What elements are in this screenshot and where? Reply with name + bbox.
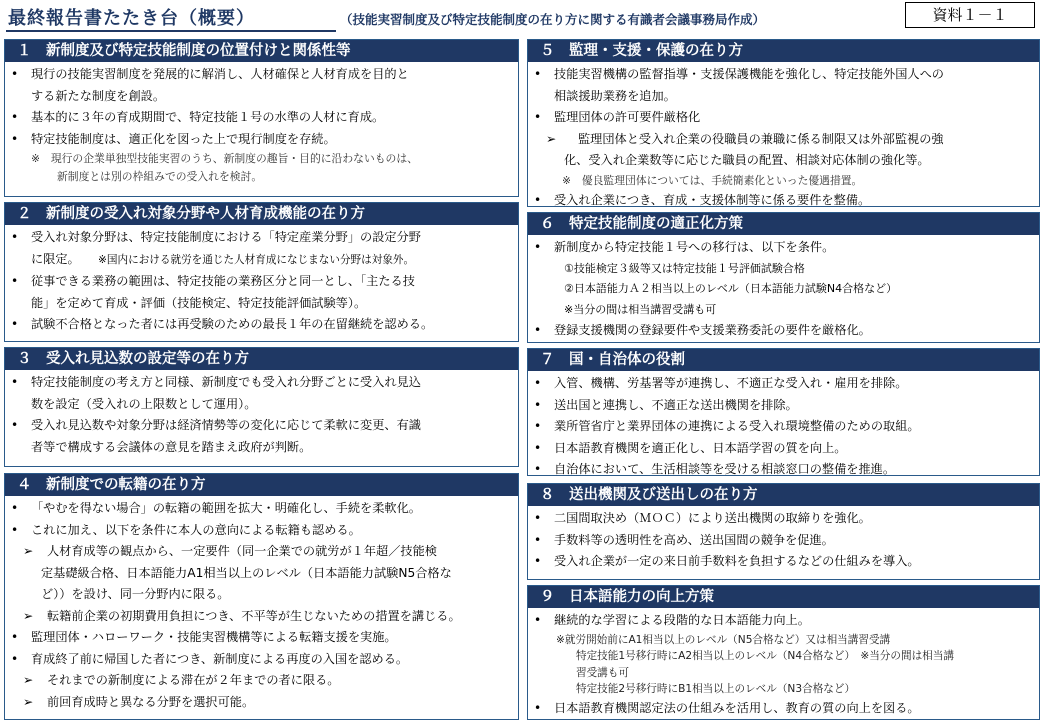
list-item: • 受入れ企業につき、育成・支援体制等に係る要件を整備。 bbox=[534, 192, 871, 207]
section-4-heading: ４ 新制度での転籍の在り方 bbox=[5, 474, 518, 496]
sub-item: ➢ 転籍前企業の初期費用負担につき、不平等が生じないための措置を講じる。 bbox=[23, 608, 461, 623]
list-item: • 日本語教育機関を適正化し、日本語学習の質を向上。 bbox=[534, 440, 847, 455]
section-7 bbox=[527, 348, 1040, 476]
section-9-heading: ９ 日本語能力の向上方策 bbox=[528, 586, 1039, 608]
list-item: • 受入れ対象分野は、特定技能制度における「特定産業分野」の設定分野 bbox=[11, 230, 421, 244]
sub-item-continued: 定基礎級合格、日本語能力A1相当以上のレベル（日本語能力試験N5合格な bbox=[41, 565, 452, 580]
section-2-heading: ２ 新制度の受入れ対象分野や人材育成機能の在り方 bbox=[5, 203, 518, 225]
list-item: • 現行の技能実習制度を発展的に解消し、人材確保と人材育成を目的と bbox=[11, 67, 409, 81]
list-item-continued: 数を設定（受入れの上限数として運用）。 bbox=[31, 396, 257, 411]
footnote: ※ 優良監理団体については、手続簡素化といった優遇措置。 bbox=[562, 173, 863, 187]
list-item-continued: 者等で構成する会議体の意見を踏まえ政府が判断。 bbox=[31, 439, 312, 454]
condition-note: ※当分の間は相当講習受講も可 bbox=[564, 302, 717, 316]
list-item: • 従事できる業務の範囲は、特定技能の業務区分と同一とし、「主たる技 bbox=[11, 274, 415, 288]
title-underline bbox=[6, 30, 336, 32]
section-6 bbox=[527, 212, 1040, 343]
list-item: • 「やむを得ない場合」の転籍の範囲を拡大・明確化し、手続を柔軟化。 bbox=[11, 501, 421, 515]
sub-item-continued: 化、受入れ企業数等に応じた職員の配置、相談対応体制の強化等。 bbox=[564, 153, 930, 167]
section-7-heading: ７ 国・自治体の役割 bbox=[528, 349, 1039, 371]
list-item: • 継続的な学習による段階的な日本語能力向上。 bbox=[534, 613, 810, 627]
list-item: • 業所管省庁と業界団体の連携による受入れ環境整備のための取組。 bbox=[534, 419, 920, 433]
section-8 bbox=[527, 483, 1040, 580]
sub-item: ➢ 監理団体と受入れ企業の役職員の兼職に係る制限又は外部監視の強 bbox=[546, 131, 944, 146]
list-item-continued: に限定。 ※国内における就労を通じた人材育成になじまない分野は対象外。 bbox=[31, 251, 415, 266]
list-item-continued: 能」を定めて育成・評価（技能検定、特定技能評価試験等）。 bbox=[31, 295, 367, 310]
footnote-continued: 習受講も可 bbox=[576, 666, 629, 679]
section-5 bbox=[527, 39, 1040, 207]
footnote: ※就労開始前にA1相当以上のレベル（N5合格など）又は相当講習受講 bbox=[556, 633, 891, 646]
footnote: ※ 現行の企業単独型技能実習のうち、新制度の趣旨・目的に沿わないものは、 bbox=[31, 152, 418, 165]
sub-item: ➢ 人材育成等の観点から、一定要件（同一企業での就労が１年超／技能検 bbox=[23, 544, 437, 558]
list-item: • 監理団体の許可要件厳格化 bbox=[534, 110, 701, 124]
section-1-heading: １ 新制度及び特定技能制度の位置付けと関係性等 bbox=[5, 40, 518, 62]
list-item-continued: 相談援助業務を追加。 bbox=[554, 88, 676, 103]
list-item-continued: する新たな制度を創設。 bbox=[31, 88, 166, 103]
section-2 bbox=[4, 202, 519, 342]
sub-item-continued: ど））を設け、同一分野内に限る。 bbox=[41, 587, 230, 601]
list-item: • 特定技能制度の考え方と同様、新制度でも受入れ分野ごとに受入れ見込 bbox=[11, 375, 421, 389]
section-4 bbox=[4, 473, 519, 720]
list-item: • 日本語教育機関認定法の仕組みを活用し、教育の質の向上を図る。 bbox=[534, 700, 920, 715]
list-item: • 自治体において、生活相談等を受ける相談窓口の整備を推進。 bbox=[534, 462, 896, 476]
document-title: 最終報告書たたき台（概要） bbox=[8, 8, 255, 29]
list-item: • 育成終了前に帰国した者につき、新制度による再度の入国を認める。 bbox=[11, 651, 409, 666]
list-item: • 技能実習機構の監督指導・支援保護機能を強化し、特定技能外国人への bbox=[534, 67, 944, 81]
section-9 bbox=[527, 585, 1040, 720]
list-item: • 試験不合格となった者には再受験のための最長１年の在留継続を認める。 bbox=[11, 317, 434, 331]
section-8-heading: ８ 送出機関及び送出しの在り方 bbox=[528, 484, 1039, 506]
list-item: • 特定技能制度は、適正化を図った上で現行制度を存続。 bbox=[11, 131, 336, 146]
footnote: 特定技能2号移行時にB1相当以上のレベル（N3合格など） bbox=[576, 683, 856, 695]
list-item: • 新制度から特定技能１号への移行は、以下を条件。 bbox=[534, 240, 835, 254]
footnote: 特定技能1号移行時にA2相当以上のレベル（N4合格など） ※当分の間は相当講 bbox=[576, 650, 954, 662]
list-item: • 送出国と連携し、不適正な送出機関を排除。 bbox=[534, 397, 798, 412]
section-1 bbox=[4, 39, 519, 197]
sub-item: ➢ それまでの新制度による滞在が２年までの者に限る。 bbox=[23, 673, 340, 687]
footnote-continued: 新制度とは別の枠組みでの受入れを検討。 bbox=[57, 170, 263, 183]
list-item: • 二国間取決め（ＭＯＣ）により送出機関の取締りを強化。 bbox=[534, 511, 871, 525]
list-item: • 受入れ企業が一定の来日前手数料を負担するなどの仕組みを導入。 bbox=[534, 554, 920, 568]
list-item: • これに加え、以下を条件に本人の意向による転籍も認める。 bbox=[11, 522, 361, 537]
sub-item: ➢ 前回育成時と異なる分野を選択可能。 bbox=[23, 694, 255, 709]
condition-item: ①技能検定３級等又は特定技能１号評価試験合格 bbox=[564, 261, 805, 275]
document-subtitle: （技能実習制度及び特定技能制度の在り方に関する有識者会議事務局作成） bbox=[340, 12, 766, 27]
list-item: • 手数料等の透明性を高め、送出国間の競争を促進。 bbox=[534, 532, 834, 547]
condition-item: ②日本語能力Ａ２相当以上のレベル（日本語能力試験N4合格など） bbox=[564, 282, 898, 295]
document-reference-label: 資料１－１ bbox=[905, 2, 1035, 28]
section-3-heading: ３ 受入れ見込数の設定等の在り方 bbox=[5, 348, 518, 370]
section-3 bbox=[4, 347, 519, 467]
list-item: • 登録支援機関の登録要件や支援業務委託の要件を厳格化。 bbox=[534, 323, 871, 337]
list-item: • 監理団体・ハローワーク・技能実習機構等による転籍支援を実施。 bbox=[11, 630, 397, 644]
section-5-heading: ５ 監理・支援・保護の在り方 bbox=[528, 40, 1039, 62]
document-header bbox=[0, 0, 1045, 34]
list-item: • 受入れ見込数や対象分野は経済情勢等の変化に応じて柔軟に変更、有識 bbox=[11, 418, 421, 432]
section-6-heading: ６ 特定技能制度の適正化方策 bbox=[528, 213, 1039, 235]
list-item: • 基本的に３年の育成期間で、特定技能１号の水準の人材に育成。 bbox=[11, 110, 385, 124]
list-item: • 入管、機構、労基署等が連携し、不適正な受入れ・雇用を排除。 bbox=[534, 376, 908, 390]
